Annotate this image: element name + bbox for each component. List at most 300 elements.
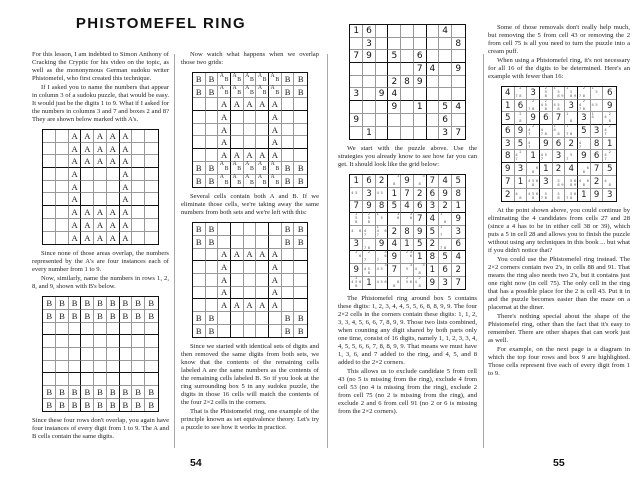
- grid-cell: [206, 299, 219, 312]
- pencil-marks: 2 4 5 6 8: [351, 276, 362, 289]
- cell-letter: B: [135, 298, 141, 309]
- grid-cell: [388, 25, 401, 38]
- grid-cell: [132, 310, 145, 323]
- grid-cell: [256, 261, 269, 274]
- grid-cell: [376, 264, 389, 277]
- grid-cell: [218, 249, 231, 262]
- solved-digit: 9: [455, 214, 461, 225]
- cell-letter: A: [221, 137, 228, 148]
- grid-cell: [256, 325, 269, 338]
- solved-digit: 8: [378, 201, 385, 212]
- given-digit: 9: [366, 51, 372, 62]
- grid-cell: [43, 155, 56, 168]
- solved-digit: 8: [455, 188, 461, 199]
- cell-letter: B: [284, 224, 291, 235]
- solved-digit: 7: [429, 176, 436, 187]
- cell-letter: A: [84, 219, 91, 230]
- cell-letter: B: [195, 326, 202, 337]
- cell-letter: B: [297, 73, 304, 84]
- cell-letter: A: [84, 130, 91, 141]
- pencil-marks: 3 4 8: [414, 263, 425, 275]
- cell-letter: A: [71, 130, 78, 141]
- grid-cell: [269, 287, 282, 300]
- grid-cell: [193, 287, 206, 300]
- grid-cell: [145, 348, 158, 361]
- grid-cell: [527, 176, 540, 189]
- grid-cell: [256, 98, 269, 111]
- grid-cell: [132, 348, 145, 361]
- cell-letter: A: [221, 249, 228, 260]
- solved-digit: 3: [366, 188, 372, 199]
- grid-cell: [256, 111, 269, 124]
- cell-letter: B: [208, 73, 215, 84]
- given-digit: 4: [429, 63, 436, 74]
- grid-cell: [350, 201, 363, 214]
- grid-cell: [414, 50, 427, 63]
- grid-cell: [206, 86, 219, 99]
- grid-cell: [43, 399, 56, 412]
- grid-cell: [527, 163, 540, 176]
- grid-cell: [269, 249, 282, 262]
- grid-cell: [56, 297, 69, 310]
- grid-cell: [231, 124, 244, 137]
- grid-cell: [244, 274, 257, 287]
- grid-cell: [43, 361, 56, 374]
- cell-letter-b: B: [275, 90, 280, 97]
- paragraph: For this lesson, I am indebted to Simon Anthony of Cracking the Cryptic for his video on the topic, as well as the mononymous German sudoku writer Phistomefel, who first created this technique.: [32, 51, 169, 82]
- given-digit: 9: [353, 114, 360, 125]
- pencil-marks: 2 4 7 8: [578, 98, 586, 111]
- grid-cell: [414, 226, 427, 239]
- grid-cell: [269, 261, 282, 274]
- grid-cell: [591, 125, 604, 138]
- grid-cell: [515, 150, 528, 163]
- cell-letter: B: [297, 236, 304, 247]
- grid-cell: [603, 189, 616, 202]
- grid-cell: [376, 251, 389, 264]
- grid-cell: [427, 226, 440, 239]
- cell-letter: A: [71, 181, 78, 192]
- grid-cell: [376, 226, 389, 239]
- cell-letter: B: [297, 224, 304, 235]
- solved-digit: 9: [517, 125, 524, 136]
- grid-cell: [132, 206, 145, 219]
- grid-cell: [43, 143, 56, 156]
- grid-cell: [294, 325, 307, 338]
- grid-cell: [231, 136, 244, 149]
- grid-cell: [527, 87, 540, 100]
- grid-cell: [401, 114, 414, 127]
- grid-cell: [107, 155, 120, 168]
- cell-letter-b: B: [237, 166, 242, 173]
- grid-cell: [145, 143, 158, 156]
- grid-cell: [294, 261, 307, 274]
- right-page-column-2: [488, 24, 630, 379]
- grid-cell: [94, 348, 107, 361]
- cell-letter: B: [148, 298, 155, 309]
- grid-cell: [206, 149, 219, 162]
- grid-cell: [282, 274, 295, 287]
- solved-digit: 6: [593, 151, 600, 162]
- pencil-marks: 2 7 8: [528, 98, 535, 111]
- given-digit: 9: [391, 101, 398, 112]
- given-digit: 7: [353, 51, 360, 62]
- grid-cell: [527, 189, 540, 202]
- grid-cell: [43, 130, 56, 143]
- solved-digit: 9: [581, 151, 587, 162]
- grid-cell: [56, 130, 69, 143]
- solved-digit: 9: [607, 100, 613, 111]
- solved-digit: 5: [455, 176, 461, 187]
- grid-cell: [56, 361, 69, 374]
- pencil-marks: 2 4 7: [604, 124, 611, 136]
- grid-cell: [565, 176, 578, 189]
- cell-letter: B: [284, 236, 291, 247]
- pencil-marks: 2 7 8: [515, 86, 522, 98]
- grid-cell: [56, 155, 69, 168]
- grid-cell: [56, 219, 69, 232]
- grid-cell: [206, 261, 219, 274]
- grid-cell: [43, 168, 56, 181]
- grid-cell: [565, 100, 578, 113]
- grid-cell: [363, 277, 376, 290]
- grid-cell: [414, 114, 427, 127]
- solved-digit: 2: [555, 163, 562, 174]
- grid-cell: [218, 111, 231, 124]
- grid-cell: [120, 323, 133, 336]
- grid-cell: [120, 399, 133, 412]
- grid-cell: [145, 335, 158, 348]
- cell-letter: A: [84, 143, 91, 154]
- grid-cell: [43, 297, 56, 310]
- solved-digit: 9: [442, 188, 448, 199]
- cell-letter: A: [221, 262, 228, 273]
- grid-cell: [269, 236, 282, 249]
- cell-letter-a: A: [232, 85, 237, 92]
- grid-cell: [282, 261, 295, 274]
- cell-letter: B: [148, 386, 155, 397]
- pencil-marks: 2 4 5 8: [540, 98, 547, 111]
- grid-cell: [578, 150, 591, 163]
- cell-letter-a: A: [245, 161, 250, 168]
- cell-letter-a: A: [257, 174, 263, 180]
- cell-letter-b: B: [237, 90, 242, 97]
- grid-cell: [388, 88, 401, 101]
- pencil-marks: 3 6: [409, 212, 413, 221]
- grid-cell: [388, 239, 401, 252]
- grid-cell: [145, 297, 158, 310]
- grid-cell: [350, 175, 363, 188]
- cell-letter-b: B: [275, 77, 280, 84]
- grid-cell: [363, 50, 376, 63]
- cell-letter: B: [208, 224, 215, 235]
- solved-digit: 6: [555, 138, 562, 149]
- grid-cell: [452, 38, 465, 51]
- cell-letter-b: B: [237, 179, 242, 186]
- solved-digit: 7: [353, 201, 359, 212]
- given-digit: 3: [353, 89, 360, 100]
- cell-letter: B: [84, 400, 91, 411]
- cell-letter: B: [109, 310, 116, 321]
- solved-digit: 3: [581, 113, 587, 124]
- grid-cell: [56, 310, 69, 323]
- grid-cell: [401, 239, 414, 252]
- cell-letter: A: [233, 249, 240, 260]
- grid-cell: [120, 168, 133, 181]
- cell-letter: A: [109, 206, 116, 217]
- grid-cell: [388, 127, 401, 140]
- grid-cell: [439, 239, 452, 252]
- solved-digit: 4: [404, 201, 410, 212]
- grid-cell: [553, 138, 566, 151]
- given-digit: 5: [391, 51, 398, 62]
- grid-cell: [56, 335, 69, 348]
- grid-cell: [439, 114, 452, 127]
- cell-letter-a: A: [257, 85, 263, 92]
- grid-cell: [578, 176, 591, 189]
- grid-cell: [256, 287, 269, 300]
- grid-cell: [107, 143, 120, 156]
- pencil-marks: 3 8: [418, 174, 425, 187]
- grid-cell: [94, 373, 107, 386]
- grid-cell: [231, 236, 244, 249]
- grid-cell: [120, 143, 133, 156]
- page-title: PHISTOMEFEL RING: [75, 15, 247, 32]
- paragraph: That is the Phistomefel ring, one example of the principle known as set equivalence theory. Let's try a puzzle to see how it works in practice.: [181, 408, 319, 432]
- solved-digit: 5: [391, 201, 398, 212]
- cell-letter: A: [84, 156, 91, 167]
- pencil-marks: 1 8: [566, 111, 573, 124]
- grid-cell: [256, 162, 269, 175]
- cell-letter-b: B: [275, 179, 280, 186]
- solved-digit: 7: [593, 163, 600, 174]
- grid-cell: [218, 98, 231, 111]
- given-digit: 6: [442, 114, 448, 125]
- pencil-marks: 2 3 6: [405, 250, 413, 259]
- cell-letter: B: [46, 386, 53, 397]
- grid-cell: [69, 143, 82, 156]
- grid-cell: [363, 63, 376, 76]
- grid-cell: [145, 232, 158, 245]
- grid-cell: [206, 162, 219, 175]
- grid-cell: [427, 101, 440, 114]
- pencil-marks: 5 6 8 9: [570, 178, 577, 187]
- grid-cell: [350, 251, 363, 264]
- grid-columns-and-boxes-a: [42, 129, 158, 245]
- grid-cell: [94, 232, 107, 245]
- cell-letter: B: [284, 326, 291, 337]
- grid-cell: [578, 125, 591, 138]
- pencil-marks: 1 7: [440, 225, 443, 237]
- pencil-marks: 2 7: [363, 250, 371, 263]
- paragraph: Now, similarly, name the numbers in rows 1, 2, 8, and 9, shown with B's below.: [32, 275, 169, 291]
- cell-letter: A: [122, 232, 129, 243]
- cell-letter: A: [221, 274, 228, 285]
- cell-letter: B: [195, 312, 202, 323]
- pencil-marks: 4 5: [376, 190, 383, 195]
- cell-letter: A: [271, 149, 278, 160]
- grid-cell: [452, 226, 465, 239]
- grid-cell: [439, 201, 452, 214]
- cell-letter: A: [259, 149, 266, 160]
- grid-cell: [107, 310, 120, 323]
- given-digit: 2: [391, 76, 398, 87]
- grid-cell: [56, 193, 69, 206]
- cell-letter: B: [284, 73, 291, 84]
- solved-digit: 9: [593, 189, 600, 200]
- paragraph: If I asked you to name the numbers that appear in column 3 of a sudoku puzzle, that would be easy. It would just be the digits 1 to 9. What if I asked for the numbers in columns 3 and 7 and boxes 2 and 8? They are shown below marked with A's.: [32, 84, 169, 123]
- grid-cell: [94, 155, 107, 168]
- given-digit: 9: [378, 89, 385, 100]
- grid-cell: [94, 323, 107, 336]
- cell-letter: B: [195, 162, 202, 173]
- solved-digit: 8: [404, 226, 410, 237]
- cell-letter: B: [109, 400, 116, 411]
- grid-cell: [120, 373, 133, 386]
- cell-letter-a: A: [270, 85, 275, 92]
- solved-digit: 7: [505, 176, 511, 187]
- grid-cell: [69, 335, 82, 348]
- grid-cell: [603, 112, 616, 125]
- grid-cell: [81, 399, 94, 412]
- cell-letter: A: [109, 219, 116, 230]
- solved-digit: 6: [607, 87, 613, 98]
- cell-letter-b: B: [249, 77, 254, 84]
- grid-cell: [452, 88, 465, 101]
- grid-cell: [294, 136, 307, 149]
- grid-cell: [69, 297, 82, 310]
- cell-letter: A: [96, 206, 104, 217]
- cell-letter: A: [84, 206, 91, 217]
- grid-cell: [56, 181, 69, 194]
- pencil-marks: 7 8: [363, 245, 371, 250]
- pencil-marks: 6 8: [531, 166, 539, 175]
- cell-letter: B: [97, 298, 103, 309]
- given-digit: 5: [442, 101, 448, 112]
- solved-digit: 1: [416, 252, 423, 263]
- grid-cell: [363, 76, 376, 89]
- grid-cell: [388, 101, 401, 114]
- cell-letter: B: [135, 386, 141, 397]
- solved-digit: 2: [442, 201, 448, 212]
- grid-cell: [452, 239, 465, 252]
- grid-cell: [376, 277, 389, 290]
- pencil-marks: 4 5 8: [363, 267, 371, 275]
- grid-cell: [376, 101, 389, 114]
- solved-digit: 3: [593, 125, 600, 136]
- grid-cell: [363, 38, 376, 51]
- grid-cell: [132, 373, 145, 386]
- grid-cell: [81, 143, 94, 156]
- grid-cell: [218, 162, 231, 175]
- solved-digit: 9: [530, 113, 536, 124]
- grid-cell: [376, 213, 389, 226]
- pencil-marks: 1 4 8: [553, 124, 560, 136]
- cell-letter: B: [122, 400, 129, 411]
- pencil-marks: 4 5: [351, 190, 358, 195]
- grid-cell: [218, 149, 231, 162]
- grid-cell: [502, 176, 515, 189]
- cell-letter: A: [122, 206, 129, 217]
- grid-cell: [578, 112, 591, 125]
- grid-cell: [107, 130, 120, 143]
- grid-cell: [244, 136, 257, 149]
- grid-cell: [81, 348, 94, 361]
- grid-cell: [388, 38, 401, 51]
- grid-cell: [502, 100, 515, 113]
- solved-digit: 2: [593, 176, 600, 187]
- solved-digit: 2: [505, 189, 511, 200]
- grid-cell: [244, 162, 257, 175]
- grid-cell: [120, 155, 133, 168]
- cell-letter: A: [271, 287, 278, 298]
- grid-cell: [244, 249, 257, 262]
- grid-cell: [363, 188, 376, 201]
- grid-cell: [145, 323, 158, 336]
- grid-cell: [414, 251, 427, 264]
- grid-cell: [256, 223, 269, 236]
- grid-cell: [56, 399, 69, 412]
- grid-cell: [388, 175, 401, 188]
- grid-cell: [256, 175, 269, 188]
- grid-cell: [132, 219, 145, 232]
- cell-letter: B: [84, 386, 91, 397]
- grid-cell: [132, 181, 145, 194]
- pencil-marks: 1 5 8 9: [566, 86, 577, 98]
- cell-letter-a: A: [219, 85, 224, 92]
- paragraph: Since none of those areas overlap, the numbers represented by the A's are four instances each of every number from 1 to 9.: [32, 250, 169, 274]
- grid-cell: [132, 193, 145, 206]
- grid-cell: [376, 25, 389, 38]
- solved-digit: 7: [391, 264, 398, 275]
- solved-digit: 9: [416, 226, 423, 237]
- cell-letter: B: [71, 310, 78, 321]
- solved-digit: 5: [517, 138, 524, 149]
- grid-cell: [218, 312, 231, 325]
- grid-cell: [107, 206, 120, 219]
- grid-cell: [69, 181, 82, 194]
- grid-cell: [540, 87, 553, 100]
- cell-letter-b: B: [262, 77, 267, 84]
- cell-letter-b: B: [262, 179, 267, 186]
- grid-cell: [540, 189, 553, 202]
- solved-digit: 1: [581, 189, 587, 200]
- grid-cell: [540, 150, 553, 163]
- grid-cell: [69, 130, 82, 143]
- solved-digit: 4: [391, 239, 398, 250]
- grid-cell: [269, 149, 282, 162]
- grid-cell: [282, 73, 295, 86]
- grid-cell: [401, 213, 414, 226]
- solved-digit: 1: [391, 188, 398, 199]
- solved-digit: 3: [505, 138, 511, 149]
- grid-cell: [43, 348, 56, 361]
- grid-cell: [107, 361, 120, 374]
- grid-cell: [120, 193, 133, 206]
- column-rule-left-page: [174, 54, 175, 448]
- grid-cell: [193, 86, 206, 99]
- cell-letter: A: [259, 249, 266, 260]
- grid-cell: [427, 264, 440, 277]
- grid-cell: [282, 223, 295, 236]
- grid-cell: [294, 287, 307, 300]
- grid-cell: [81, 193, 94, 206]
- grid-cell: [244, 111, 257, 124]
- grid-cell: [363, 264, 376, 277]
- given-digit: 9: [455, 63, 462, 74]
- grid-cell: [193, 175, 206, 188]
- grid-cell: [414, 76, 427, 89]
